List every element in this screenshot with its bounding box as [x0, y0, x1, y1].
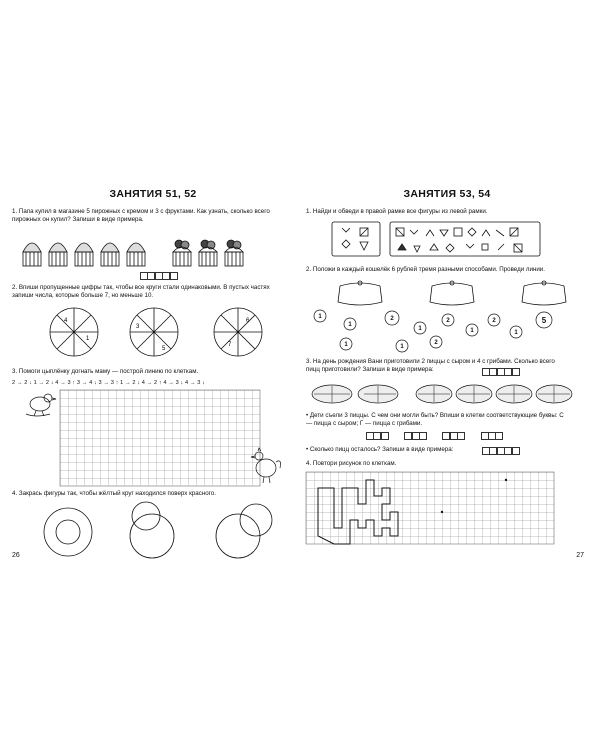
task-number: 4. — [12, 490, 18, 497]
coin-value: 1 — [344, 342, 348, 348]
answer-boxes[interactable] — [140, 272, 177, 280]
coin-value: 2 — [446, 318, 450, 324]
task-text: Положи в каждый кошелёк 6 рублей тремя разными способами. Проведи линии. — [312, 266, 545, 273]
path-instructions: 2 → 2 ↓ 1 → 2 ↓ 4 → 3 ↑ 3 → 4 ↓ 3 → 3 ↑ 1 → 2 ↓ 4 → 2 ↑ 4 → 3 ↓ 4 → 3 ↓ — [12, 380, 206, 386]
circle-number: 7 — [228, 342, 232, 348]
task-number: 3. — [12, 368, 18, 375]
bullet: • — [306, 412, 309, 419]
left-task-1 — [12, 208, 282, 224]
page-number: 26 — [12, 552, 20, 559]
circle-number: 1 — [86, 336, 90, 342]
left-task-4 — [12, 490, 282, 498]
coin-value: 2 — [390, 316, 394, 322]
task-text: Повтори рисунок по клеткам. — [312, 460, 397, 467]
coin-value: 1 — [400, 344, 404, 350]
circle-number: 4 — [64, 318, 68, 324]
task-text: Дети съели 3 пиццы. С чем они могли быть? Впиши в клетки соответствующие буквы: С — пицца с сыром; Г — пицца с грибами. — [306, 412, 564, 427]
wallet-icon — [522, 281, 566, 305]
left-page — [12, 178, 294, 570]
wallets-and-coins[interactable] — [306, 276, 576, 356]
right-bullet-2 — [306, 446, 570, 454]
task-number: 4. — [306, 460, 312, 467]
grid-chick-path[interactable] — [12, 390, 282, 490]
answer-boxes[interactable] — [482, 368, 519, 376]
wallet-icon — [338, 281, 382, 305]
copy-drawing-grid[interactable] — [306, 472, 576, 544]
right-task-3 — [306, 358, 570, 374]
left-task-2 — [12, 284, 282, 300]
task-number: 1. — [306, 208, 312, 215]
coin-value: 1 — [418, 326, 422, 332]
right-task-1 — [306, 208, 576, 216]
coin-value: 1 — [514, 330, 518, 336]
right-page — [306, 178, 588, 570]
page-number: 27 — [576, 552, 584, 559]
right-task-4 — [306, 460, 570, 468]
coin-value: 1 — [348, 322, 352, 328]
circle-number: 6 — [246, 318, 250, 324]
task-text: Сколько пицц осталось? Запиши в виде примера: — [309, 446, 454, 453]
circle-number: 3 — [136, 324, 140, 330]
coin-value: 1 — [470, 328, 474, 334]
task-text: Помоги цыплёнку догнать маму — построй линию по клеткам. — [18, 368, 199, 375]
right-task-2 — [306, 266, 576, 274]
coin-value: 1 — [318, 314, 322, 320]
task-number: 3. — [306, 358, 312, 365]
coin-value: 2 — [492, 318, 496, 324]
left-task-3 — [12, 368, 282, 376]
wallet-icon — [430, 281, 474, 305]
task-number: 2. — [12, 284, 18, 291]
coin-value: 5 — [541, 316, 547, 325]
chick-icon — [26, 394, 56, 416]
right-bullet-1 — [306, 412, 570, 428]
cupcakes-illustration — [20, 230, 260, 270]
left-page-title: ЗАНЯТИЯ 51, 52 — [109, 188, 197, 200]
task-text: Закрась фигуры так, чтобы жёлтый круг находился поверх красного. — [18, 490, 216, 497]
task-text: Впиши пропущенные цифры так, чтобы все круги стали одинаковыми. В пустых частях запиши числа, которые больше 7, но меньше 10. — [12, 284, 270, 299]
bullet: • — [306, 446, 309, 453]
pizzas-illustration — [306, 382, 576, 406]
coin-value: 2 — [434, 340, 438, 346]
task-text: Найди и обведи в правой рамке все фигуры из левой рамки. — [312, 208, 488, 215]
task-number: 1. — [12, 208, 18, 215]
answer-boxes[interactable] — [482, 447, 519, 455]
circle-number: 5 — [162, 346, 166, 352]
letter-boxes-row[interactable] — [366, 432, 503, 440]
task-text: На день рождения Вани приготовили 2 пиццы с сыром и 4 с грибами. Сколько всего пицц приготовили? Запиши в виде примера: — [306, 358, 555, 373]
overlapping-circles[interactable] — [12, 500, 282, 560]
number-circles — [12, 306, 282, 360]
task-number: 2. — [306, 266, 312, 273]
task-text: Папа купил в магазине 5 пирожных с кремом и 3 с фруктами. Как узнать, сколько всего пирожных он купил? Запиши в виде примера. — [12, 208, 270, 223]
right-page-title: ЗАНЯТИЯ 53, 54 — [403, 188, 491, 200]
shapes-frames[interactable] — [306, 220, 576, 260]
